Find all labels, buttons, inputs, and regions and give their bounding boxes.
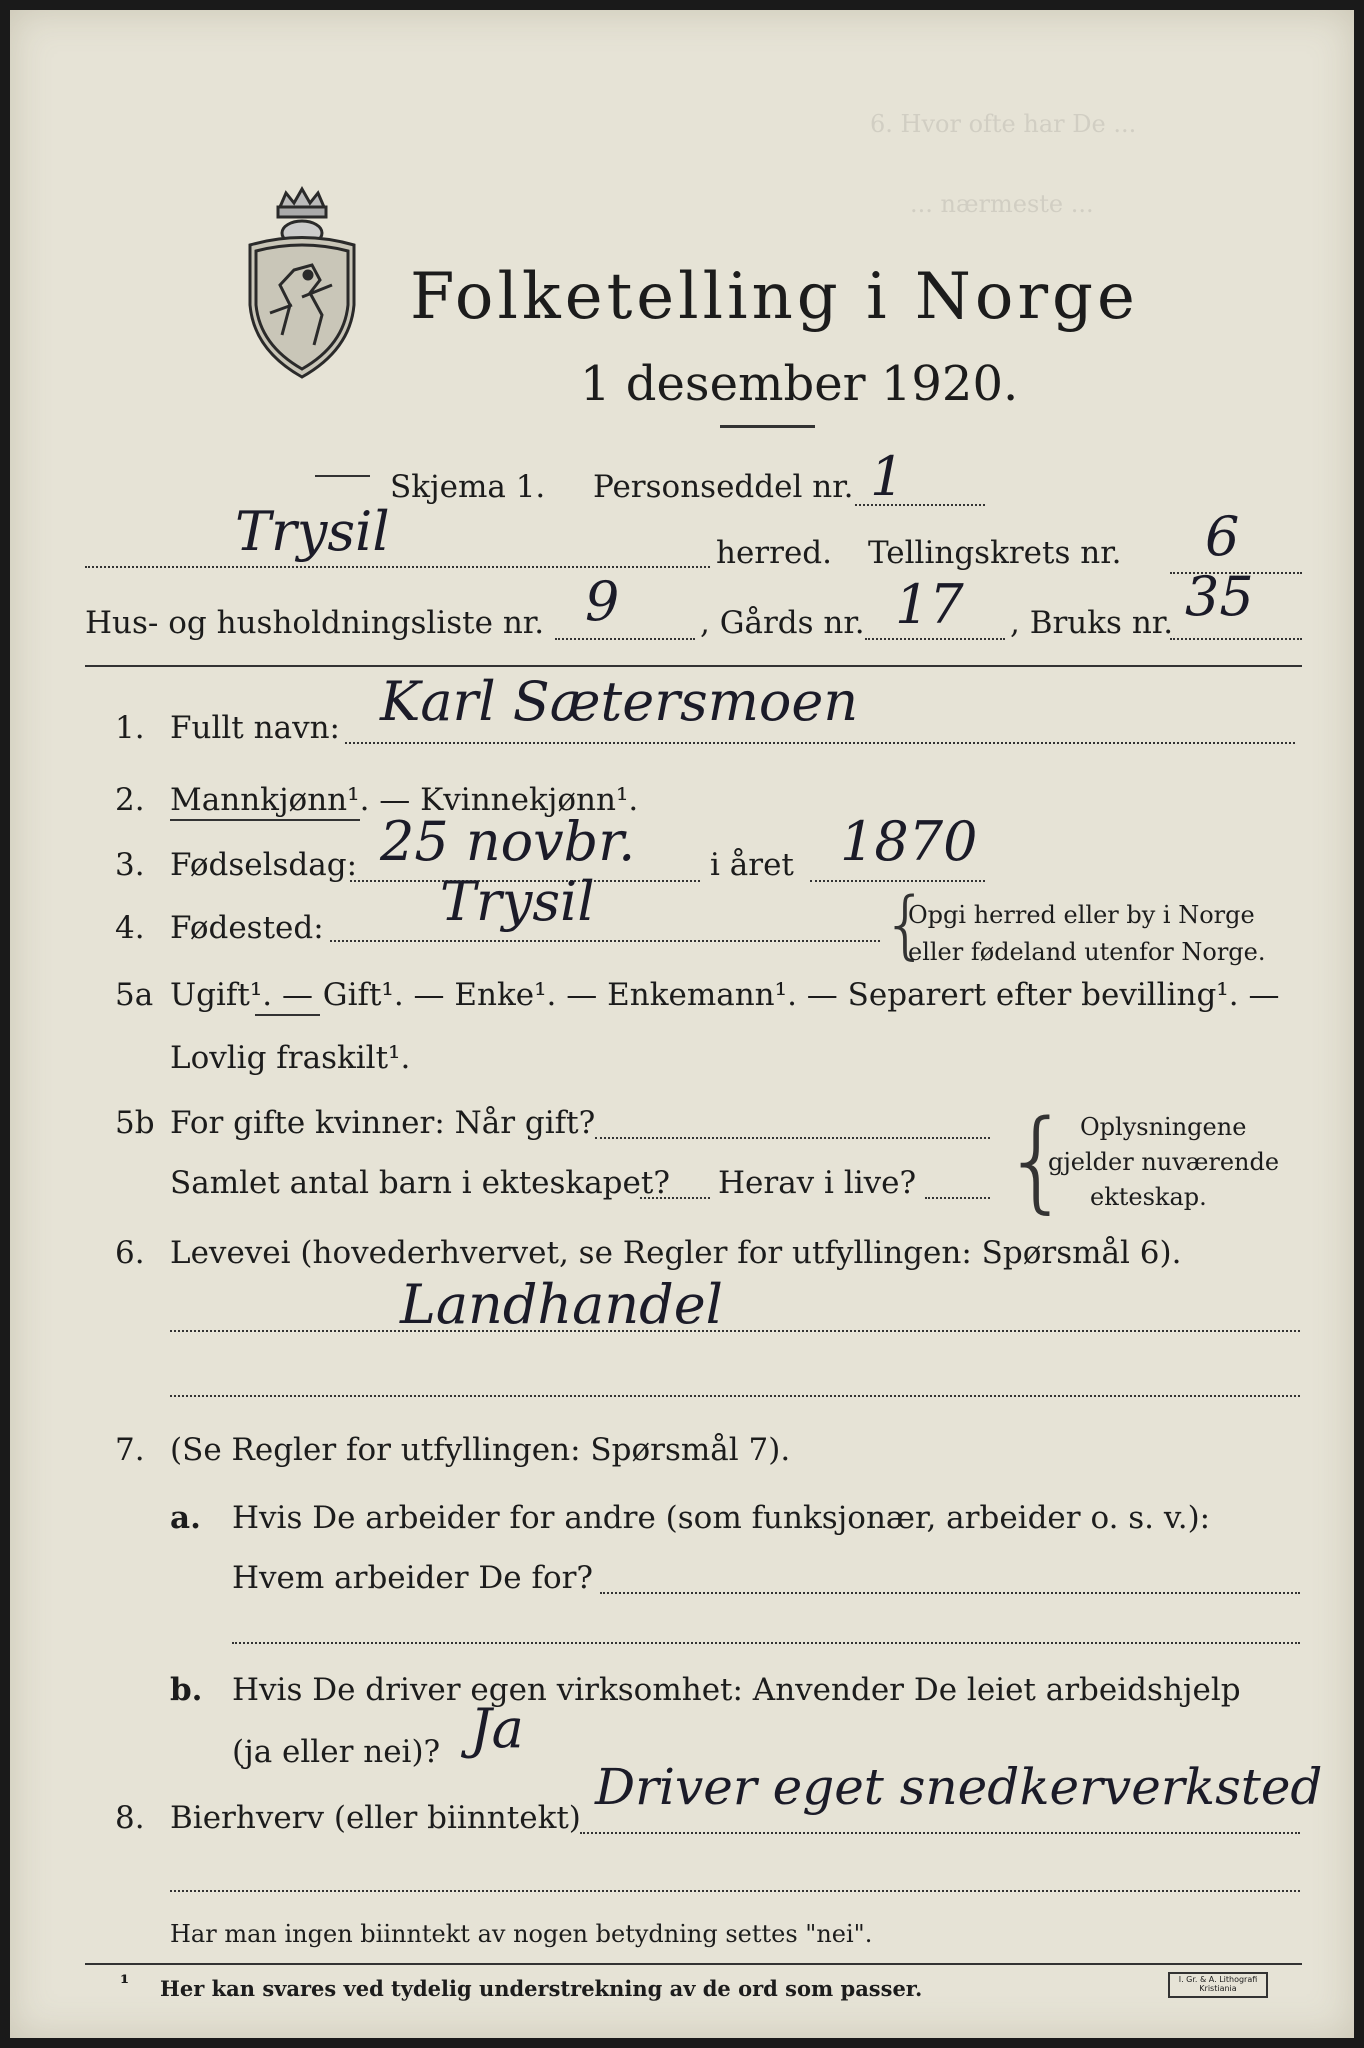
q3-value: 25 novbr. (380, 810, 636, 873)
q1-number: 1. (115, 710, 145, 746)
q2-label: Mannkjønn¹. — Kvinnekjønn¹. (170, 782, 639, 818)
q7b-value: Ja (470, 1697, 524, 1760)
q3-year-value: 1870 (840, 810, 978, 873)
herred-value: Trysil (235, 500, 390, 563)
q7b-letter: b. (170, 1672, 203, 1708)
q5b-label-2: Samlet antal barn i ekteskapet? (170, 1165, 670, 1201)
q1-label: Fullt navn: (170, 710, 340, 746)
q5b-label: For gifte kvinner: Når gift? (170, 1105, 596, 1141)
census-form-sheet: 6. Hvor ofte har De ... ... nærmeste ... Folketelling i Norge 1 desember 1920. Skjema 1. Personseddel nr. 1 Trysil herred. Tellingskrets nr. 6 Hus- og husholdningsliste nr. 9 , Gårds nr. 17 , Bruks nr. 35 1. Fullt navn: Karl Sætersmoen 2. Mannkjønn¹. — Kvinnekjønn¹. 3. Fødselsdag: 25 novbr. i året 1870 4. Fødested: Trysil { Opgi herred eller by i Norge eller fødeland utenfor Norge. 5a Ugift¹. — Gift¹. — Enke¹. — Enkemann¹. — Separert efter bevilling¹. — Lovlig fraskilt¹. 5b For gifte kvinner: Når gift? Samlet antal barn i ekteskapet? Herav i live? { Oplysningene gjelder nuværende ekteskap. 6. Levevei (hovederhvervet, se Regler for utfyllingen: Spørsmål 6). Landhandel 7. (Se Regler for utfyllingen: Spørsmål 7). a. Hvis De arbeider for andre (som funksjonær, arbeider o. s. v.): Hvem arbeider De for? b. Hvis De driver egen virksomhet: Anvender De leiet arbeidshjelp (ja eller nei)? Ja 8. Bierhverv (eller biinntekt) Driver eget snedkerverksted Har man ingen biinntekt av nogen betydning settes "nei". ¹ Her kan svares ved tydelig understrekning av de ord som passer. I. Gr. & A. Lithografi Kristiania (10, 10, 1354, 2038)
q3-number: 3. (115, 847, 145, 883)
q6-label: Levevei (hovederhvervet, se Regler for utfyllingen: Spørsmål 6). (170, 1235, 1182, 1271)
bruks-label: , Bruks nr. (1010, 605, 1174, 641)
q5b-alive-line (925, 1197, 990, 1199)
q4-label: Fødested: (170, 910, 324, 946)
husliste-value: 9 (585, 570, 620, 633)
header-rule (85, 665, 1302, 667)
title-rule (720, 425, 815, 428)
q4-line (330, 940, 880, 942)
q2-underline-mannkjonn (170, 819, 360, 821)
q1-value: Karl Sætersmoen (380, 670, 859, 733)
q2-number: 2. (115, 782, 145, 818)
q3-label: Fødselsdag: (170, 847, 358, 883)
footnote-mark: ¹ (120, 1970, 130, 1995)
q5a-underline-gift (255, 1014, 320, 1016)
q5b-brace: { (1002, 1096, 1072, 1224)
personseddel-line (855, 504, 985, 506)
q5a-label: Ugift¹. — Gift¹. — Enke¹. — Enkemann¹. — Separert efter bevilling¹. — (170, 977, 1280, 1013)
q7b-label-2: (ja eller nei)? (232, 1734, 441, 1770)
q7b-label: Hvis De driver egen virksomhet: Anvender De leiet arbeidshjelp (232, 1672, 1241, 1708)
personseddel-value: 1 (870, 445, 905, 508)
bruks-line (1170, 638, 1302, 640)
q7a-line-2 (232, 1642, 1300, 1644)
q8-line-2 (170, 1890, 1300, 1892)
q4-note-2: eller fødeland utenfor Norge. (908, 938, 1266, 966)
q6-line-2 (170, 1395, 1300, 1397)
q5b-note-2: gjelder nuværende (1048, 1148, 1280, 1176)
skjema-label: Skjema 1. (390, 469, 546, 505)
tellingskrets-value: 6 (1205, 505, 1240, 568)
census-date: 1 desember 1920. (580, 356, 1019, 412)
personseddel-label: Personseddel nr. (593, 469, 854, 505)
q7a-label-2: Hvem arbeider De for? (232, 1560, 594, 1596)
q8-number: 8. (115, 1800, 145, 1836)
husliste-line (555, 638, 695, 640)
footer-note: Har man ingen biinntekt av nogen betydning settes "nei". (170, 1920, 873, 1948)
q5b-label-3: Herav i live? (718, 1165, 917, 1201)
q7a-label: Hvis De arbeider for andre (som funksjonær, arbeider o. s. v.): (232, 1500, 1211, 1536)
q5b-married-line (595, 1137, 990, 1139)
gards-value: 17 (895, 573, 964, 636)
husliste-label: Hus- og husholdningsliste nr. (85, 605, 545, 641)
q6-number: 6. (115, 1235, 145, 1271)
q4-note-1: Opgi herred eller by i Norge (908, 901, 1255, 929)
q8-line (580, 1832, 1300, 1834)
q5b-note-1: Oplysningene (1080, 1113, 1247, 1141)
q6-value: Landhandel (400, 1273, 723, 1336)
gards-label: , Gårds nr. (700, 605, 865, 641)
q7-label: (Se Regler for utfyllingen: Spørsmål 7). (170, 1432, 791, 1468)
dash-mark (315, 475, 370, 477)
q3-year-label: i året (710, 847, 794, 883)
q7-number: 7. (115, 1432, 145, 1468)
gards-line (865, 638, 1005, 640)
q8-label: Bierhverv (eller biinntekt) (170, 1800, 581, 1836)
herred-line (85, 566, 710, 568)
bruks-value: 35 (1185, 565, 1254, 628)
q5b-children-line (640, 1197, 710, 1199)
q7a-letter: a. (170, 1500, 201, 1536)
tellingskrets-label: Tellingskrets nr. (868, 535, 1122, 571)
form-title: Folketelling i Norge (410, 260, 1139, 334)
norway-coat-of-arms-icon (242, 185, 362, 385)
footnote: Her kan svares ved tydelig understrekning av de ord som passer. (160, 1976, 923, 2001)
q5a-number: 5a (115, 977, 154, 1013)
q6-line-1 (170, 1330, 1300, 1332)
q5b-note-3: ekteskap. (1090, 1183, 1207, 1211)
q5a-label-2: Lovlig fraskilt¹. (170, 1040, 411, 1076)
printer-stamp: I. Gr. & A. Lithografi Kristiania (1168, 1972, 1268, 1998)
q4-number: 4. (115, 910, 145, 946)
q4-value: Trysil (440, 870, 595, 933)
q1-line (345, 742, 1295, 744)
q8-value: Driver eget snedkerverksted (595, 1758, 1323, 1816)
q5b-number: 5b (115, 1105, 155, 1141)
footer-rule (85, 1963, 1302, 1965)
herred-label: herred. (716, 535, 832, 571)
q4-brace: { (882, 882, 930, 968)
q7a-employer-line (600, 1592, 1300, 1594)
